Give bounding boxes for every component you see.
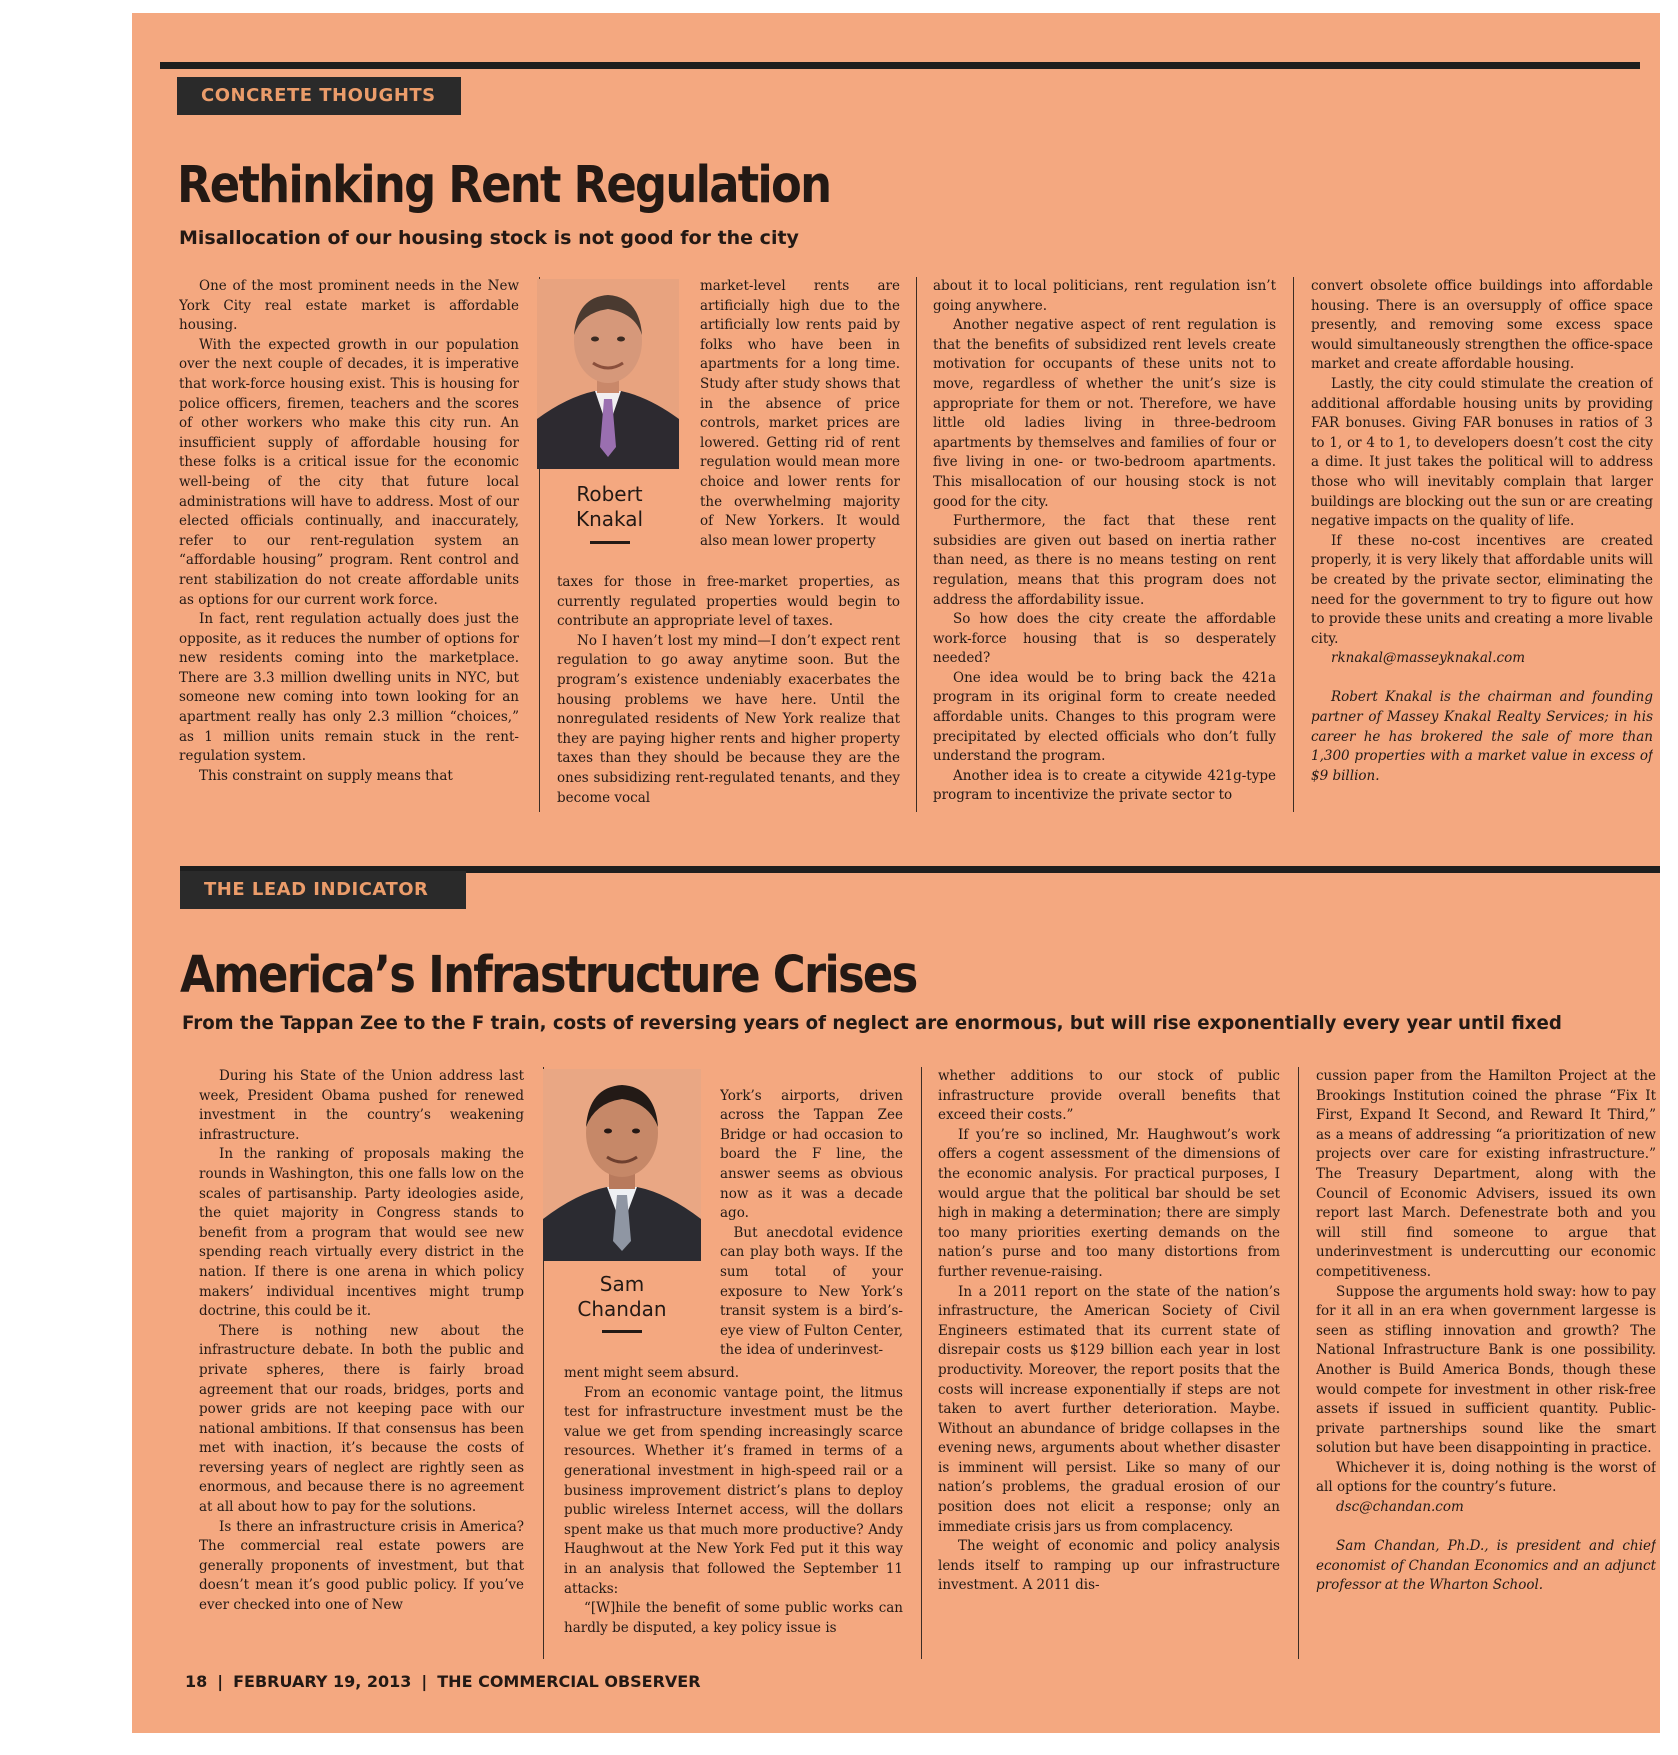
author-photo-robert-knakal bbox=[537, 279, 679, 469]
section1-deck: Misallocation of our housing stock is not good for the city bbox=[179, 227, 799, 249]
author-photo bbox=[543, 1069, 701, 1261]
paragraph-spacer bbox=[1311, 669, 1653, 689]
author-name bbox=[557, 482, 662, 532]
author-photo-sam-chandan bbox=[543, 1069, 701, 1261]
paragraph: During his State of the Union address last week, President Obama pushed for renewed investment in the country’s weakening infrastructure. bbox=[199, 1068, 524, 1143]
publication-name: THE COMMERCIAL OBSERVER bbox=[437, 1672, 701, 1691]
footer-divider: | bbox=[421, 1672, 428, 1691]
paragraph: York’s airports, driven across the Tappan Zee Bridge or had occasion to board the F line, the answer seems as obvious now as it was a decade ago. But anecdotal evidence can play both ways. If the sum total of your exposure to New York’s transit system is a bird’s-eye view of Fulton Center, the idea of underinvest- bbox=[720, 1087, 903, 1359]
issue-date: FEBRUARY 19, 2013 bbox=[233, 1672, 412, 1691]
paragraph: This constraint on supply means that bbox=[199, 767, 453, 784]
paragraph: One idea would be to bring back the 421a program in its original form to create needed affordable units. Changes to this program were precipitated by elected officials who don’t fully understand the program. bbox=[933, 669, 1276, 765]
author-bio: Sam Chandan, Ph.D., is president and chief economist of Chandan Economics and an adjunct professor at the Wharton School. bbox=[1316, 1538, 1656, 1594]
paragraph-spacer bbox=[1316, 1518, 1656, 1538]
paragraph: Is there an infrastructure crisis in America? The commercial real estate powers are generally proponents of investment, but that doesn’t mean it’s good public policy. If you’ve ever checked into one of New bbox=[199, 1518, 524, 1614]
byline-dash bbox=[602, 1330, 642, 1333]
paragraph: taxes for those in free-market properties, as currently regulated properties would begin to contribute an appropriate level of taxes. bbox=[557, 574, 900, 630]
author-email: dsc@chandan.com bbox=[1336, 1499, 1464, 1516]
paragraph: Another negative aspect of rent regulation is that the benefits of subsidized rent levels create motivation for occupants of these units not to move, regardless of whether the unit’s size is appropriate for them or not. Therefore, we have little old ladies living in three-bedroom apartments by themselves and families of four or five living in one- or two-bedroom apartments. This misallocation of our housing stock is not good for the city. bbox=[933, 317, 1276, 510]
paragraph: Whichever it is, doing nothing is the worst of all options for the country’s future. bbox=[1316, 1459, 1656, 1496]
section2-deck: From the Tappan Zee to the F train, costs of reversing years of neglect are enormous, but will rise exponentially every year until fixed bbox=[182, 1012, 1562, 1034]
byline-dash bbox=[590, 541, 630, 544]
paragraph: So how does the city create the affordable work-force housing that is so desperately needed? bbox=[933, 611, 1276, 667]
section2-column-1 bbox=[199, 1067, 524, 1659]
author-name bbox=[566, 1272, 678, 1322]
column-separator bbox=[1298, 1067, 1299, 1659]
paragraph: No I haven’t lost my mind—I don’t expect rent regulation to go away anytime soon. But the program’s existence undeniably exacerbates the housing problems we have here. Until the nonregulated residents of New York realize that they are paying higher rents and higher property taxes than they should be because they are the ones subsidizing rent-regulated tenants, and they become vocal bbox=[557, 632, 900, 806]
author-email: rknakal@masseyknakal.com bbox=[1331, 650, 1525, 667]
paragraph: market-level rents are artificially high due to the artificially low rents paid by folks who have been in apartments for a long time. Study after study shows that in the absence of price controls, market prices are lowered. Getting rid of rent regulation would mean more choice and lower rents for the overwhelming majority of New Yorkers. It would also mean lower property bbox=[700, 278, 900, 549]
paragraph: ment might seem absurd. bbox=[564, 1365, 740, 1381]
page-number: 18 bbox=[185, 1672, 208, 1691]
section1-column-4 bbox=[1311, 277, 1653, 812]
paragraph: From an economic vantage point, the litmus test for infrastructure investment must be the value we get from spending increasingly scarce resources. Whether it’s framed in terms of a generational investment in high-speed rail or a business improvement district’s plans to deploy public wireless Internet access, will the dollars spent make us that much more productive? Andy Haughwout at the New York Fed put it this way in an analysis that followed the September 11 attacks: bbox=[564, 1384, 903, 1597]
author-photo bbox=[537, 279, 679, 469]
paragraph: convert obsolete office buildings into affordable housing. There is an oversupply of office space presently, and removing some excess space would simultaneously strengthen the office-space market and create affordable housing. bbox=[1311, 278, 1653, 373]
section2-column-4 bbox=[1316, 1067, 1656, 1659]
section2-headline: America’s Infrastructure Crises bbox=[180, 946, 917, 1005]
section2-kicker: THE LEAD INDICATOR bbox=[180, 871, 466, 909]
section1-headline: Rethinking Rent Regulation bbox=[177, 156, 831, 215]
paragraph: The weight of economic and policy analysis lends itself to ramping up our infrastructure investment. A 2011 dis- bbox=[938, 1538, 1280, 1594]
author-first-name: Robert bbox=[576, 482, 643, 506]
author-first-name: Sam bbox=[599, 1272, 645, 1296]
paragraph: If you’re so inclined, Mr. Haughwout’s work offers a cogent assessment of the dimensions of the economic analysis. For practical purposes, I would argue that the political bar should be set high in making a determination; there are simply too many priorities exerting demands on the nation’s purse and too many distortions from further revenue-raising. bbox=[938, 1126, 1280, 1280]
paragraph: “[W]hile the benefit of some public works can hardly be disputed, a key policy issue is bbox=[564, 1600, 903, 1636]
paragraph: One of the most prominent needs in the New York City real estate market is affordable housing. bbox=[179, 278, 519, 334]
section1-kicker: CONCRETE THOUGHTS bbox=[177, 77, 461, 115]
section1-column-3 bbox=[933, 277, 1276, 812]
section1-column-2-wrap bbox=[700, 277, 900, 573]
paragraph: With the expected growth in our population over the next couple of decades, it is imperative that work-force housing exist. This is housing for police officers, firemen, teachers and the scores of other workers who make this city run. An insufficient supply of affordable housing for these folks is a critical issue for the economic well-being of the city that future local administrations will have to address. Most of our elected officials continually, and inaccurately, refer to our rent-regulation system an “affordable housing” program. Rent control and rent stabilization do not create affordable units as options for our current work force. bbox=[179, 336, 519, 608]
paragraph: Another idea is to create a citywide 421g-type program to incentivize the private sector to bbox=[933, 767, 1276, 804]
section1-top-rule bbox=[160, 62, 1640, 69]
paragraph: cussion paper from the Hamilton Project at the Brookings Institution coined the phrase “Fix It First, Expand It Second, and Reward It Third,” as a means of addressing “a prioritization of new projects over care for existing infrastructure.” The Treasury Department, along with the Council of Economic Advisers, issued its own report last March. Defenestrate both and you will still find someone to argue that underinvestment is undercutting our economic competitiveness. bbox=[1316, 1068, 1656, 1280]
paragraph: Furthermore, the fact that these rent subsidies are given out based on inertia rather than need, as there is no means testing on rent regulation, means that this program does not address the affordability issue. bbox=[933, 513, 1276, 608]
section2-column-2 bbox=[564, 1364, 903, 1659]
section2-column-2-wrap bbox=[720, 1067, 903, 1364]
paragraph: In a 2011 report on the state of the nation’s infrastructure, the American Society of Civil Engineers estimated that its current state of disrepair costs us $129 billion each year in lost productivity. Moreover, the report posits that the costs will increase exponentially if steps are not taken to avert further deterioration. Maybe. Without an abundance of bridge collapses in the evening news, arguments about whether disaster is imminent will persist. Like so many of our nation’s problems, the gradual erosion of our position does not elicit a response; only an immediate crisis jars us from complacency. bbox=[938, 1283, 1280, 1535]
page-footer bbox=[185, 1672, 711, 1691]
section2-column-3 bbox=[938, 1067, 1280, 1659]
section1-column-1 bbox=[179, 277, 519, 812]
paragraph: If these no-cost incentives are created properly, it is very likely that affordable units will be created by the private sector, eliminating the need for the government to try to figure out how to provide these units and creating a more livable city. bbox=[1311, 532, 1653, 647]
paragraph: There is nothing new about the infrastructure debate. In both the public and private spheres, there is fairly broad agreement that our roads, bridges, ports and power grids are not keeping pace with our national ambitions. If that consensus has been met with inaction, it’s because the costs of reversing years of neglect are rightly seen as enormous, and because there is no agreement at all about how to pay for the solutions. bbox=[199, 1322, 524, 1516]
footer-divider: | bbox=[217, 1672, 224, 1691]
paragraph: whether additions to our stock of public infrastructure provide overall benefits that exceed their costs.” bbox=[938, 1068, 1280, 1124]
paragraph: In fact, rent regulation actually does just the opposite, as it reduces the number of options for new residents coming into the marketplace. There are 3.3 million dwelling units in NYC, but someone new coming into town looking for an apartment really has only 2.3 million “choices,” as 1 million units remain stuck in the rent-regulation system. bbox=[179, 611, 519, 765]
column-separator bbox=[916, 277, 917, 812]
column-separator bbox=[921, 1067, 922, 1659]
author-last-name: Knakal bbox=[575, 507, 644, 531]
paragraph: In the ranking of proposals making the rounds in Washington, this one falls low on the scales of partisanship. Party ideologies aside, the quiet majority in Congress stands to benefit from a program that would see new spending reach virtually every district in the nation. If there is one arena in which policy makers’ individual incentives might trump doctrine, this could be it. bbox=[199, 1146, 524, 1320]
paragraph: about it to local politicians, rent regulation isn’t going anywhere. bbox=[933, 278, 1276, 314]
column-separator bbox=[1293, 277, 1294, 812]
author-last-name: Chandan bbox=[577, 1297, 667, 1321]
section1-column-2 bbox=[557, 573, 900, 812]
paragraph: Lastly, the city could stimulate the creation of additional affordable housing units by providing FAR bonuses. Giving FAR bonuses in ratios of 3 to 1, or 4 to 1, to developers doesn’t cost the city a dime. It just takes the political will to address those who will inevitably complain that larger buildings are blocking out the sun or are creating negative impacts on the quality of life. bbox=[1311, 375, 1653, 530]
paragraph: Suppose the arguments hold sway: how to pay for it all in an era when government largesse is seen as stifling innovation and growth? The National Infrastructure Bank is one possibility. Another is Build America Bonds, though these would compete for investment in other risk-free assets if issued in sufficient quantity. Public-private partnerships sound like the smart solution but have been disappointing in practice. bbox=[1316, 1283, 1656, 1457]
author-bio: Robert Knakal is the chairman and founding partner of Massey Knakal Realty Services; in his career he has brokered the sale of more than 1,300 properties with a market value in excess of $9 billion. bbox=[1311, 689, 1653, 784]
